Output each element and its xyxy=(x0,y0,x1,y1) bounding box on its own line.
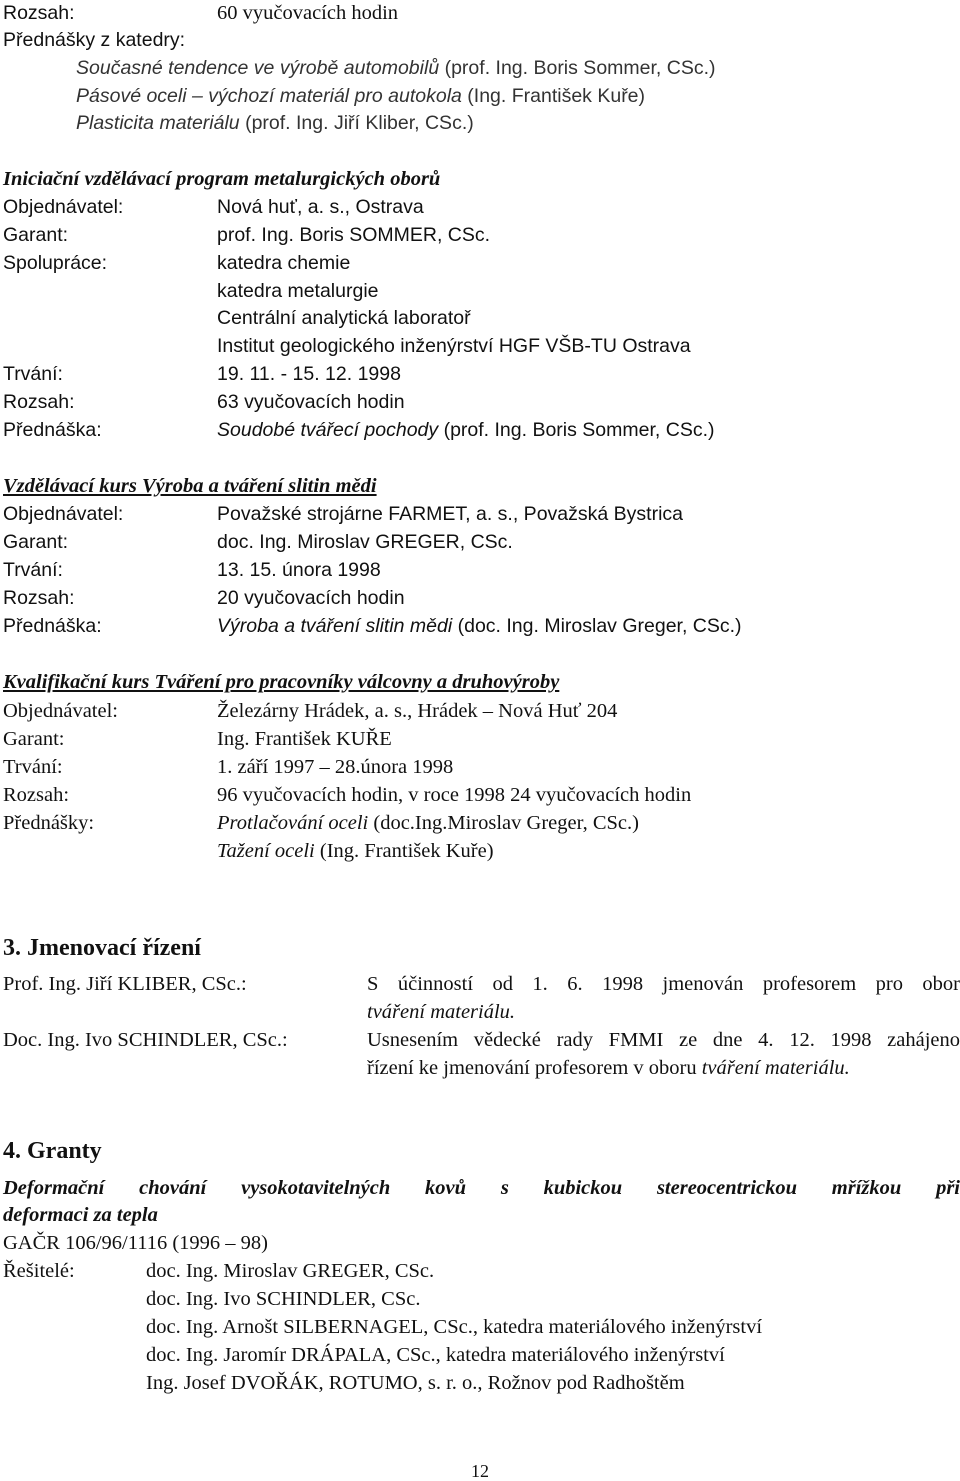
s1-lecture-2: Pásové oceli – výchozí materiál pro autokola (Ing. František Kuře) xyxy=(76,85,646,107)
s4-objednavatel-label: Objednávatel: xyxy=(3,700,118,722)
appointment-2-text-cont: řízení ke jmenování profesorem v oboru tváření materiálu. xyxy=(367,1057,850,1079)
s2-prednaska-label: Přednáška: xyxy=(3,419,102,441)
s4-lecture-2: Tažení oceli (Ing. František Kuře) xyxy=(217,840,494,862)
s4-lecture-1: Protlačování oceli (doc.Ing.Miroslav Greger, CSc.) xyxy=(217,812,639,834)
resitel-5: Ing. Josef DVOŘÁK, ROTUMO, s. r. o., Rožnov pod Radhoštěm xyxy=(146,1372,685,1394)
s3-prednaska: Výroba a tváření slitin mědi (doc. Ing. Miroslav Greger, CSc.) xyxy=(217,615,742,637)
grant-title-line-2: deformaci za tepla xyxy=(3,1204,158,1226)
resitele-label: Řešitelé: xyxy=(3,1260,75,1282)
s1-lecture-1: Současné tendence ve výrobě automobilů (prof. Ing. Boris Sommer, CSc.) xyxy=(76,57,716,79)
s4-trvani-value: 1. září 1997 – 28.února 1998 xyxy=(217,756,454,778)
appointment-1-text-cont: tváření materiálu. xyxy=(367,1001,516,1023)
s3-rozsah-value: 20 vyučovacích hodin xyxy=(217,587,405,609)
s3-trvani-label: Trvání: xyxy=(3,559,63,581)
s2-prednaska: Soudobé tvářecí pochody (prof. Ing. Boris Sommer, CSc.) xyxy=(217,419,715,441)
resitel-3: doc. Ing. Arnošt SILBERNAGEL, CSc., katedra materiálového inženýrství xyxy=(146,1316,763,1338)
s2-garant-value: prof. Ing. Boris SOMMER, CSc. xyxy=(217,224,491,246)
s2-spoluprace-4: Institut geologického inženýrství HGF VŠB-TU Ostrava xyxy=(217,335,691,357)
s3-prednaska-label: Přednáška: xyxy=(3,615,102,637)
s3-objednavatel-value: Považské strojárne FARMET, a. s., Považská Bystrica xyxy=(217,503,683,525)
s3-title: Vzdělávací kurs Výroba a tváření slitin mědi xyxy=(3,475,377,497)
s2-title: Iniciační vzdělávací program metalurgických oborů xyxy=(3,168,441,190)
s4-prednasky-label: Přednášky: xyxy=(3,812,95,834)
s2-objednavatel-value: Nová huť, a. s., Ostrava xyxy=(217,196,424,218)
s4-garant-label: Garant: xyxy=(3,728,65,750)
resitel-4: doc. Ing. Jaromír DRÁPALA, CSc., katedra materiálového inženýrství xyxy=(146,1344,725,1366)
s3-trvani-value: 13. 15. února 1998 xyxy=(217,559,381,581)
s2-spoluprace-3: Centrální analytická laboratoř xyxy=(217,307,471,329)
s3-rozsah-label: Rozsah: xyxy=(3,587,75,609)
s4-trvani-label: Trvání: xyxy=(3,756,63,778)
s4-objednavatel-value: Železárny Hrádek, a. s., Hrádek – Nová Huť 204 xyxy=(217,700,618,722)
s2-rozsah-value: 63 vyučovacích hodin xyxy=(217,391,405,413)
s2-spoluprace-label: Spolupráce: xyxy=(3,252,108,274)
s4-garant-value: Ing. František KUŘE xyxy=(217,728,392,750)
s2-garant-label: Garant: xyxy=(3,224,69,246)
s3-garant-value: doc. Ing. Miroslav GREGER, CSc. xyxy=(217,531,513,553)
s2-trvani-value: 19. 11. - 15. 12. 1998 xyxy=(217,363,401,385)
grant-code: GAČR 106/96/1116 (1996 – 98) xyxy=(3,1232,268,1254)
appointment-2-text: Usnesením vědecké rady FMMI ze dne 4. 12. 1998 zahájeno xyxy=(367,1029,960,1051)
s2-objednavatel-label: Objednávatel: xyxy=(3,196,124,218)
page-number: 12 xyxy=(471,1461,489,1481)
s4-rozsah-label: Rozsah: xyxy=(3,784,70,806)
grant-title-line-1: Deformační chování vysokotavitelných kovů s kubickou stereocentrickou mřížkou při xyxy=(3,1177,960,1199)
s4-title: Kvalifikační kurs Tváření pro pracovníky válcovny a druhovýroby xyxy=(3,671,560,693)
resitel-2: doc. Ing. Ivo SCHINDLER, CSc. xyxy=(146,1288,421,1310)
s1-prednasky-label: Přednášky z katedry: xyxy=(3,29,186,51)
s4-rozsah-value: 96 vyučovacích hodin, v roce 1998 24 vyučovacích hodin xyxy=(217,784,692,806)
appointment-1-name: Prof. Ing. Jiří KLIBER, CSc.: xyxy=(3,973,247,995)
appointment-2-name: Doc. Ing. Ivo SCHINDLER, CSc.: xyxy=(3,1029,288,1051)
s1-lecture-3: Plasticita materiálu (prof. Ing. Jiří Kliber, CSc.) xyxy=(76,112,474,134)
section-3-heading: 3. Jmenovací řízení xyxy=(3,935,201,961)
appointment-1-text: S účinností od 1. 6. 1998 jmenován profesorem pro obor xyxy=(367,973,960,995)
s3-garant-label: Garant: xyxy=(3,531,69,553)
section-4-heading: 4. Granty xyxy=(3,1138,102,1164)
s1-rozsah-value: 60 vyučovacích hodin xyxy=(217,2,399,24)
s1-rozsah-label: Rozsah: xyxy=(3,2,75,24)
resitel-1: doc. Ing. Miroslav GREGER, CSc. xyxy=(146,1260,435,1282)
s2-trvani-label: Trvání: xyxy=(3,363,63,385)
s3-objednavatel-label: Objednávatel: xyxy=(3,503,124,525)
s2-rozsah-label: Rozsah: xyxy=(3,391,75,413)
s2-spoluprace-2: katedra metalurgie xyxy=(217,280,379,302)
s2-spoluprace-1: katedra chemie xyxy=(217,252,351,274)
